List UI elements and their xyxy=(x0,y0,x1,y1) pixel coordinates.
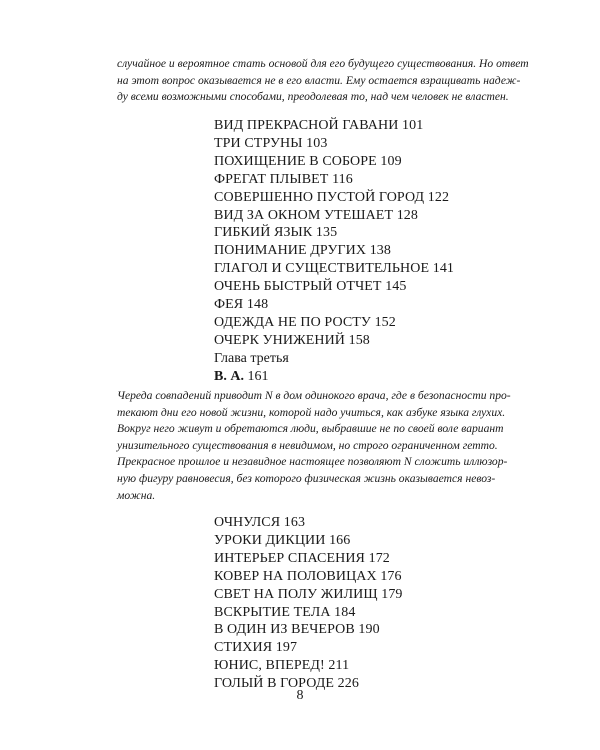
chapter-page: 161 xyxy=(247,369,269,384)
toc-entry-page: 109 xyxy=(380,153,402,169)
chapter-label: Глава третья xyxy=(214,351,289,366)
toc-entry-title: ОЧНУЛСЯ xyxy=(214,515,281,530)
toc-entry xyxy=(214,278,454,296)
toc-entry-title: ФРЕГАТ ПЛЫВЕТ xyxy=(214,171,329,187)
toc-entry xyxy=(214,117,454,135)
toc-entry-page: 145 xyxy=(385,279,407,295)
summary-line: Вокруг него живут и обретаются люди, выбравшие не по своей воле вариант xyxy=(117,422,504,436)
toc-list-part-one xyxy=(214,117,454,350)
toc-entry-title: ГОЛЫЙ В ГОРОДЕ xyxy=(214,676,335,692)
chapter-heading xyxy=(214,368,268,386)
toc-entry-title: В ОДИН ИЗ ВЕЧЕРОВ xyxy=(214,622,355,638)
toc-entry xyxy=(214,242,454,260)
toc-entry-title: ТРИ СТРУНЫ xyxy=(214,135,303,151)
toc-entry-page: 166 xyxy=(329,532,351,548)
toc-entry-page: 148 xyxy=(246,297,269,313)
toc-entry-title: ЮНИС, ВПЕРЕД! xyxy=(214,658,325,674)
toc-entry xyxy=(214,189,454,207)
toc-entry xyxy=(214,639,403,657)
toc-entry-title: СВЕТ НА ПОЛУ ЖИЛИЩ xyxy=(214,586,378,602)
toc-entry-title: КОВЕР НА ПОЛОВИЦАХ xyxy=(214,568,377,584)
toc-entry xyxy=(214,260,454,278)
toc-entry-title: СТИХИЯ xyxy=(214,640,273,656)
toc-entry-page: 172 xyxy=(368,550,390,566)
toc-entry-title: ОДЕЖДА НЕ ПО РОСТУ xyxy=(214,314,371,330)
toc-entry xyxy=(214,657,403,675)
summary-line: ную фигуру равновесия, без которого физическая жизнь оказывается невоз- xyxy=(117,471,496,485)
toc-entry xyxy=(214,314,454,332)
toc-entry-page: 135 xyxy=(315,225,338,241)
toc-list-part-two xyxy=(214,514,403,693)
toc-entry-page: 211 xyxy=(328,658,350,674)
toc-entry-page: 141 xyxy=(432,261,455,277)
toc-entry-page: 138 xyxy=(369,243,392,259)
toc-entry xyxy=(214,532,403,550)
toc-entry-page: 197 xyxy=(275,640,298,656)
toc-entry-page: 103 xyxy=(306,135,328,151)
toc-entry xyxy=(214,153,454,171)
toc-entry-page: 116 xyxy=(332,171,353,187)
toc-entry-title: ПОНИМАНИЕ ДРУГИХ xyxy=(214,243,367,259)
toc-entry-title: ГИБКИЙ ЯЗЫК xyxy=(214,225,313,241)
toc-entry-page: 152 xyxy=(374,314,396,330)
toc-entry xyxy=(214,621,403,639)
toc-entry-page: 101 xyxy=(402,118,424,133)
page-number: 8 xyxy=(296,688,304,703)
intro-line: случайное и вероятное стать основой для его будущего существования. Но ответ xyxy=(117,57,529,70)
toc-entry-page: 163 xyxy=(283,515,306,530)
summary-line: унизительного существования в невидимом, но строго ограниченном гетто. xyxy=(117,438,498,452)
toc-entry xyxy=(214,207,454,225)
toc-entry-title: ИНТЕРЬЕР СПАСЕНИЯ xyxy=(214,550,365,566)
intro-paragraph xyxy=(117,56,529,106)
toc-entry xyxy=(214,514,403,532)
chapter-summary-paragraph xyxy=(117,388,511,504)
summary-line: можна. xyxy=(117,488,156,502)
intro-line: на этот вопрос оказывается не в его власти. Ему остается взращивать надеж- xyxy=(117,73,521,87)
toc-entry-page: 176 xyxy=(380,568,402,584)
summary-line: Прекрасное прошлое и незавидное настоящее позволяют N сложить иллюзор- xyxy=(117,455,508,469)
toc-entry xyxy=(214,135,454,153)
toc-entry-page: 226 xyxy=(337,676,359,692)
toc-entry-page: 184 xyxy=(334,604,356,620)
toc-entry-title: ВИД ПРЕКРАСНОЙ ГАВАНИ xyxy=(214,118,399,133)
intro-line: ду всеми возможными способами, преодолевая то, над чем человек не властен. xyxy=(117,90,509,104)
toc-entry-page: 128 xyxy=(396,207,419,223)
toc-entry xyxy=(214,604,403,622)
toc-entry-page: 190 xyxy=(358,622,380,638)
toc-entry-page: 179 xyxy=(381,586,403,602)
chapter-title: В. А. xyxy=(214,369,244,384)
toc-entry-title: ПОХИЩЕНИЕ В СОБОРЕ xyxy=(214,153,377,169)
toc-entry-page: 158 xyxy=(348,332,370,348)
toc-entry xyxy=(214,568,403,586)
toc-entry xyxy=(214,171,454,189)
toc-entry xyxy=(214,332,454,350)
toc-entry-title: ФЕЯ xyxy=(214,297,244,313)
toc-entry-title: СОВЕРШЕННО ПУСТОЙ ГОРОД xyxy=(214,189,425,205)
toc-entry-page: 122 xyxy=(427,189,450,205)
toc-entry xyxy=(214,224,454,242)
toc-entry-title: ОЧЕНЬ БЫСТРЫЙ ОТЧЕТ xyxy=(214,279,382,295)
toc-entry-title: ГЛАГОЛ И СУЩЕСТВИТЕЛЬНОЕ xyxy=(214,261,430,277)
summary-line: текают дни его новой жизни, которой надо учиться, как азбуке языка глухих. xyxy=(117,405,506,419)
toc-entry-title: УРОКИ ДИКЦИИ xyxy=(214,532,326,548)
toc-entry xyxy=(214,550,403,568)
toc-entry-title: ВСКРЫТИЕ ТЕЛА xyxy=(214,604,331,620)
toc-entry xyxy=(214,296,454,314)
toc-entry-title: ОЧЕРК УНИЖЕНИЙ xyxy=(214,332,345,348)
toc-entry xyxy=(214,586,403,604)
summary-line: Череда совпадений приводит N в дом одинокого врача, где в безопасности про- xyxy=(117,389,511,402)
toc-entry-title: ВИД ЗА ОКНОМ УТЕШАЕТ xyxy=(214,207,394,223)
